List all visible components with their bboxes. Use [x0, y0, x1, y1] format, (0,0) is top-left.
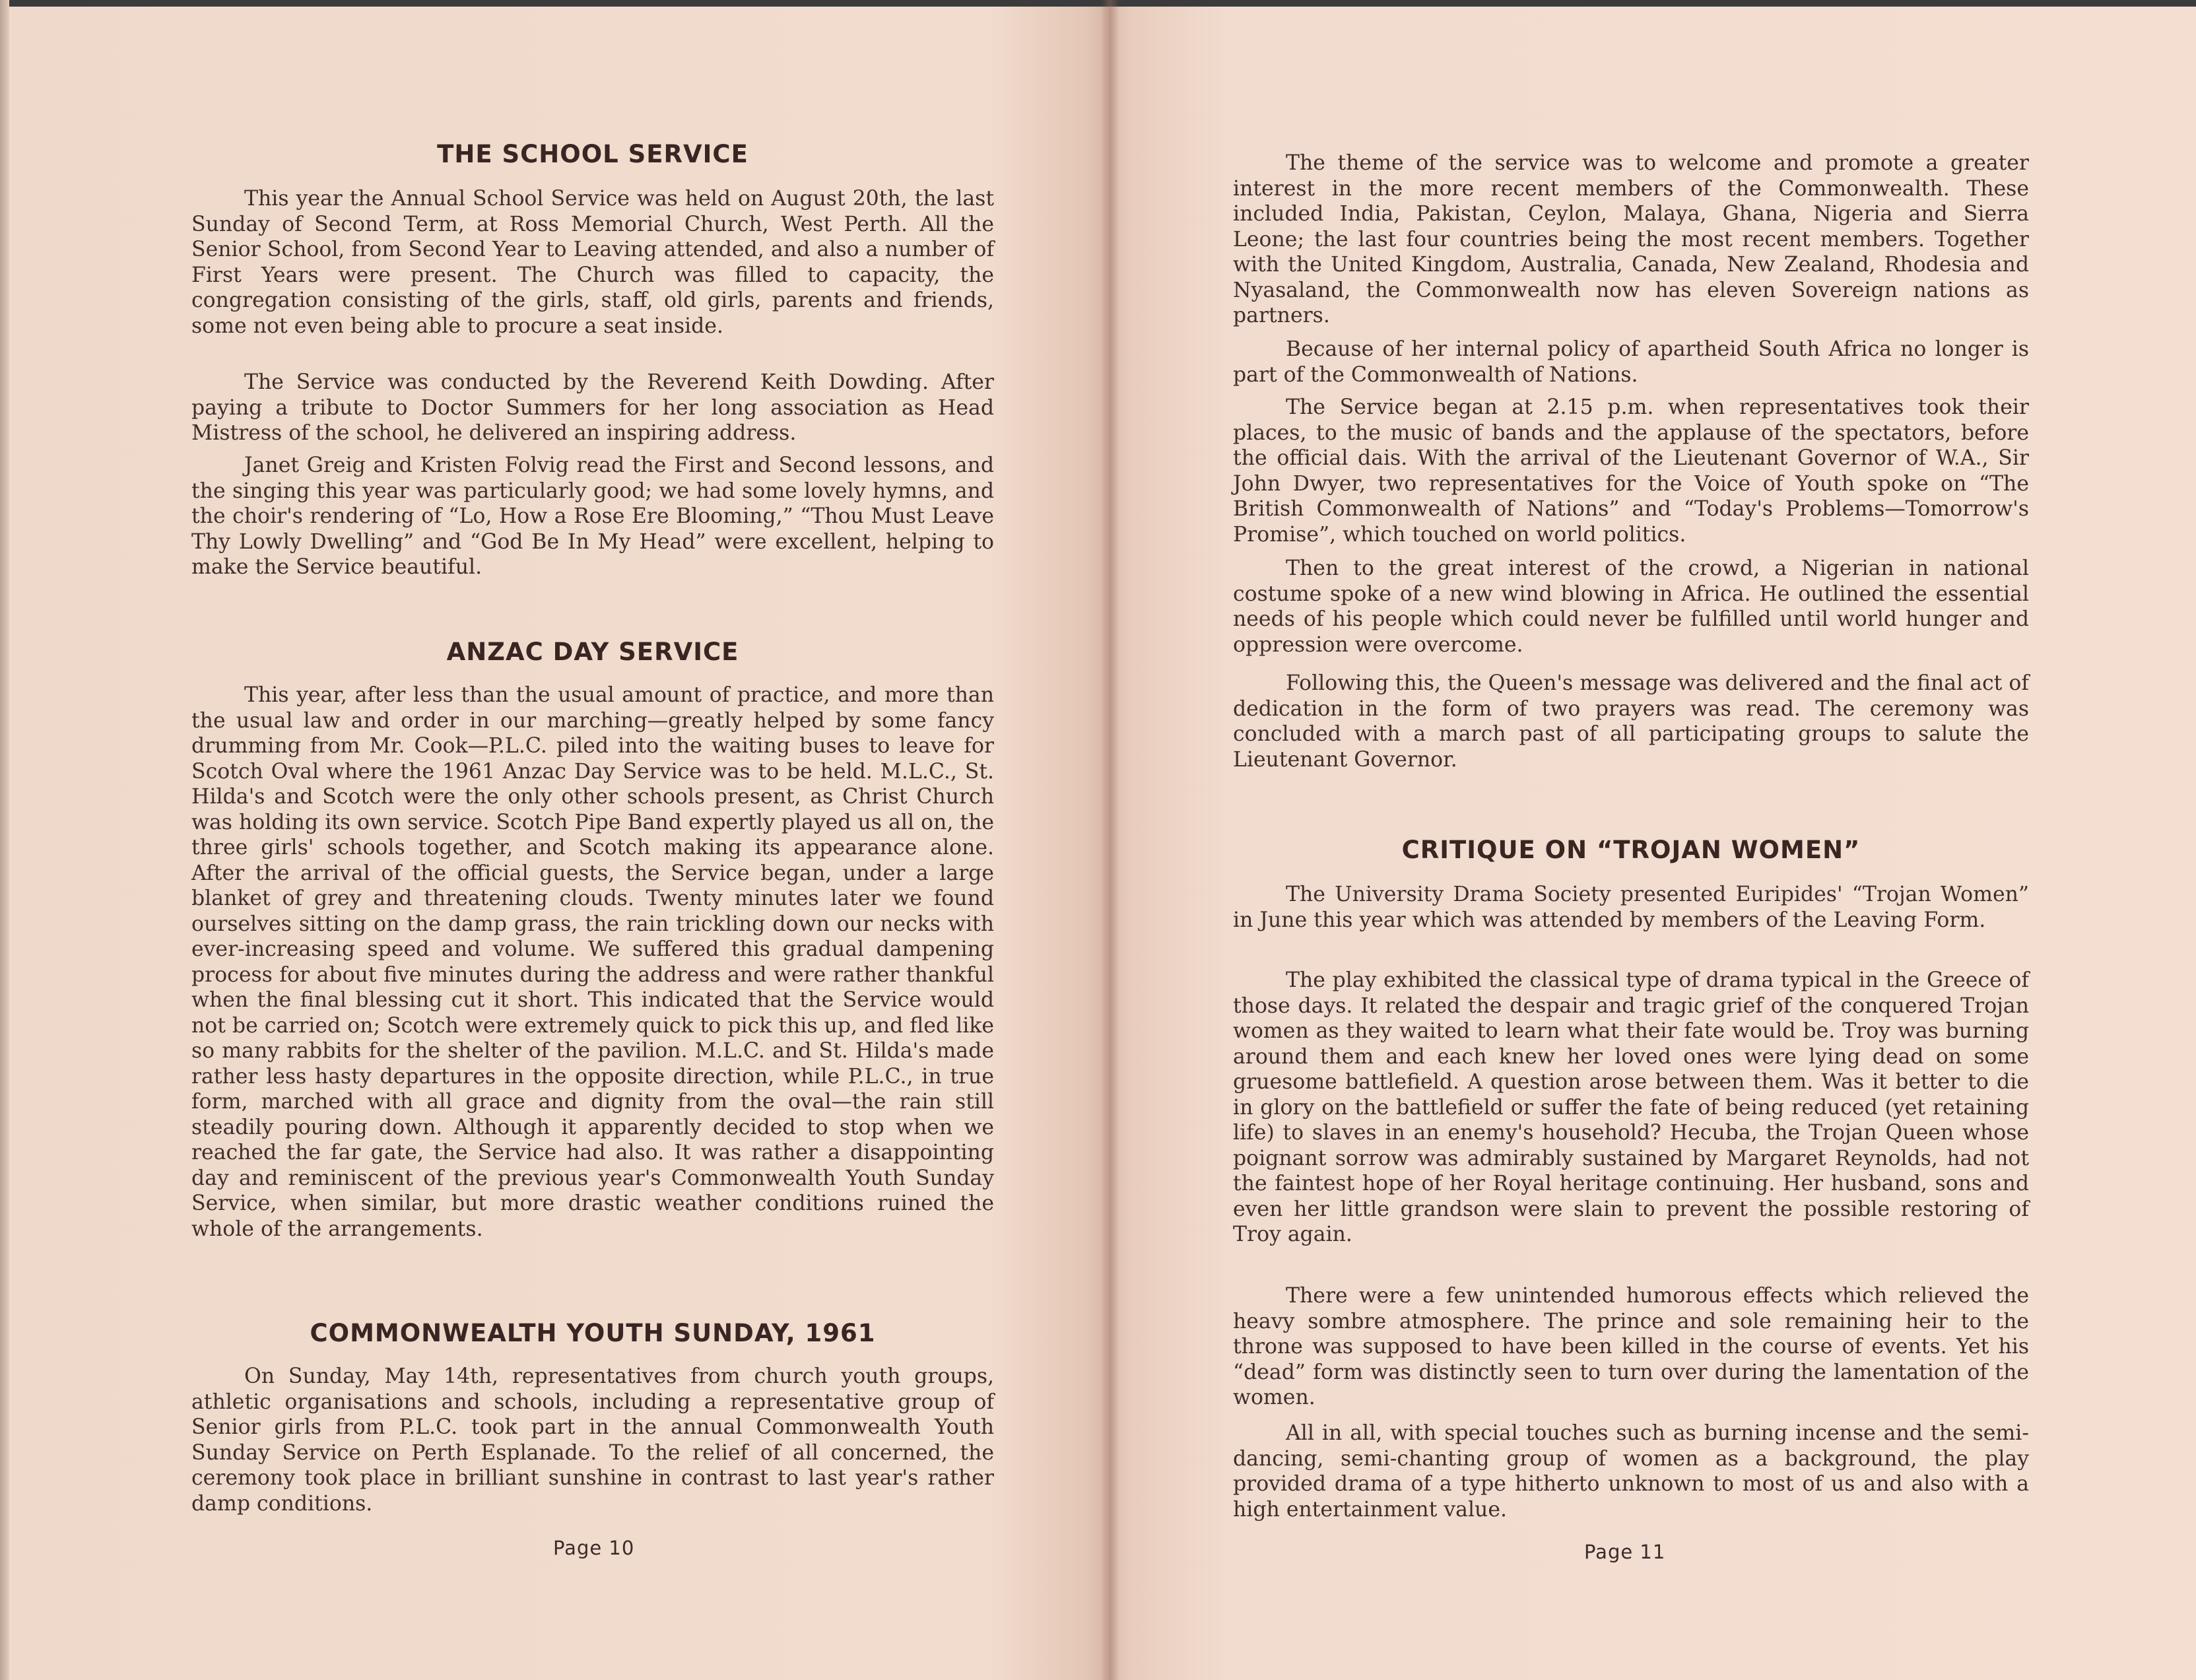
commonwealth-paragraph-1: On Sunday, May 14th, representatives from church youth groups, athletic organisations and schools, including a representative group of Senior girls from P.L.C. took part in the annual Commonwealth Youth Sunday Service on Perth Esplanade. To the relief of all concerned, the ceremony took place in brilliant sunshine in contrast to last year's rather damp conditions.: [191, 1364, 994, 1516]
heading-critique-trojan-women: CRITIQUE ON “TROJAN WOMEN”: [1401, 836, 1861, 864]
critique-paragraph-4: All in all, with special touches such as burning incense and the semi-dancing, semi-chanting group of women as a background, the play provided drama of a type hitherto unknown to most of us and also with a high entertainment value.: [1233, 1421, 2029, 1522]
page-number-right: Page 11: [1584, 1541, 1666, 1563]
book-spine: [1101, 0, 1119, 1680]
commonwealth-continued-paragraph-2: Because of her internal policy of apartheid South Africa no longer is part of the Commonwealth of Nations.: [1233, 337, 2029, 387]
school-service-paragraph-1: This year the Annual School Service was held on August 20th, the last Sunday of Second Term, at Ross Memorial Church, West Perth. All the Senior School, from Second Year to Leaving attended, and also a number of First Years were present. The Church was filled to capacity, the congregation consisting of the girls, staff, old girls, parents and friends, some not even being able to procure a seat inside.: [191, 187, 994, 338]
school-service-paragraph-3: Janet Greig and Kristen Folvig read the First and Second lessons, and the singing this year was particularly good; we had some lovely hymns, and the choir's rendering of “Lo, How a Rose Ere Blooming,” “Thou Must Leave Thy Lowly Dwelling” and “God Be In My Head” were excellent, helping to make the Service beautiful.: [191, 454, 994, 579]
commonwealth-continued-paragraph-1: The theme of the service was to welcome and promote a greater interest in the more recent members of the Commonwealth. These included India, Pakistan, Ceylon, Malaya, Ghana, Nigeria and Sierra Leone; the last four countries being the most recent members. Together with the United Kingdom, Australia, Canada, New Zealand, Rhodesia and Nyasaland, the Commonwealth now has eleven Sovereign nations as partners.: [1233, 151, 2029, 327]
anzac-paragraph-1: This year, after less than the usual amount of practice, and more than the usual law and order in our marching—greatly helped by some fancy drumming from Mr. Cook—P.L.C. piled into the waiting buses to leave for Scotch Oval where the 1961 Anzac Day Service was to be held. M.L.C., St. Hilda's and Scotch were the only other schools present, as Christ Church was holding its own service. Scotch Pipe Band expertly played us all on, the three girls' schools together, and Scotch making its appearance alone. After the arrival of the official guests, the Service began, under a large blanket of grey and threatening clouds. Twenty minutes later we found ourselves sitting on the damp grass, the rain trickling down our necks with ever-increasing speed and volume. We suffered this gradual dampening process for about five minutes during the address and were rather thankful when the final blessing cut it short. This indicated that the Service would not be carried on; Scotch were extremely quick to pick this up, and fled like so many rabbits for the shelter of the pavilion. M.L.C. and St. Hilda's made rather less hasty departures in the opposite direction, while P.L.C., in true form, marched with all grace and dignity from the oval—the rain still steadily pouring down. Although it apparently decided to stop when we reached the far gate, the Service had also. It was rather a disappointing day and reminiscent of the previous year's Commonwealth Youth Sunday Service, when similar, but more drastic weather conditions ruined the whole of the arrangements.: [191, 683, 994, 1241]
commonwealth-continued-paragraph-4: Then to the great interest of the crowd, a Nigerian in national costume spoke of a new wind blowing in Africa. He outlined the essential needs of his people which could never be fulfilled until world hunger and oppression were overcome.: [1233, 556, 2029, 657]
heading-anzac-day: ANZAC DAY SERVICE: [446, 638, 739, 666]
commonwealth-continued-paragraph-5: Following this, the Queen's message was delivered and the final act of dedication in the form of two prayers was read. The ceremony was concluded with a march past of all participating groups to salute the Lieutenant Governor.: [1233, 671, 2029, 772]
commonwealth-continued-paragraph-3: The Service began at 2.15 p.m. when representatives took their places, to the music of bands and the applause of the spectators, before the official dais. With the arrival of the Lieutenant Governor of W.A., Sir John Dwyer, two representatives for the Voice of Youth spoke on “The British Commonwealth of Nations” and “Today's Problems—Tomorrow's Promise”, which touched on world politics.: [1233, 395, 2029, 547]
heading-school-service: THE SCHOOL SERVICE: [437, 140, 749, 168]
left-page-edge: [0, 0, 9, 1680]
left-page: [191, 0, 994, 1680]
heading-commonwealth-youth-sunday: COMMONWEALTH YOUTH SUNDAY, 1961: [310, 1319, 876, 1347]
critique-paragraph-3: There were a few unintended humorous effects which relieved the heavy sombre atmosphere. The prince and sole remaining heir to the throne was supposed to have been killed in the course of events. Yet his “dead” form was distinctly seen to turn over during the lamentation of the women.: [1233, 1284, 2029, 1409]
page-number-left: Page 10: [553, 1537, 635, 1559]
right-page: [1233, 0, 2029, 1680]
school-service-paragraph-2: The Service was conducted by the Reverend Keith Dowding. After paying a tribute to Doctor Summers for her long association as Head Mistress of the school, he delivered an inspiring address.: [191, 370, 994, 445]
critique-paragraph-2: The play exhibited the classical type of drama typical in the Greece of those days. It related the despair and tragic grief of the conquered Trojan women as they waited to learn what their fate would be. Troy was burning around them and each knew her loved ones were lying dead on some gruesome battlefield. A question arose between them. Was it better to die in glory on the battlefield or suffer the fate of being reduced (yet retaining life) to slaves in an enemy's household? Hecuba, the Trojan Queen whose poignant sorrow was admirably sustained by Margaret Reynolds, had not the faintest hope of her Royal heritage continuing. Her husband, sons and even her little grandson were slain to prevent the possible restoring of Troy again.: [1233, 968, 2029, 1246]
critique-paragraph-1: The University Drama Society presented Euripides' “Trojan Women” in June this year which was attended by members of the Leaving Form.: [1233, 883, 2029, 932]
